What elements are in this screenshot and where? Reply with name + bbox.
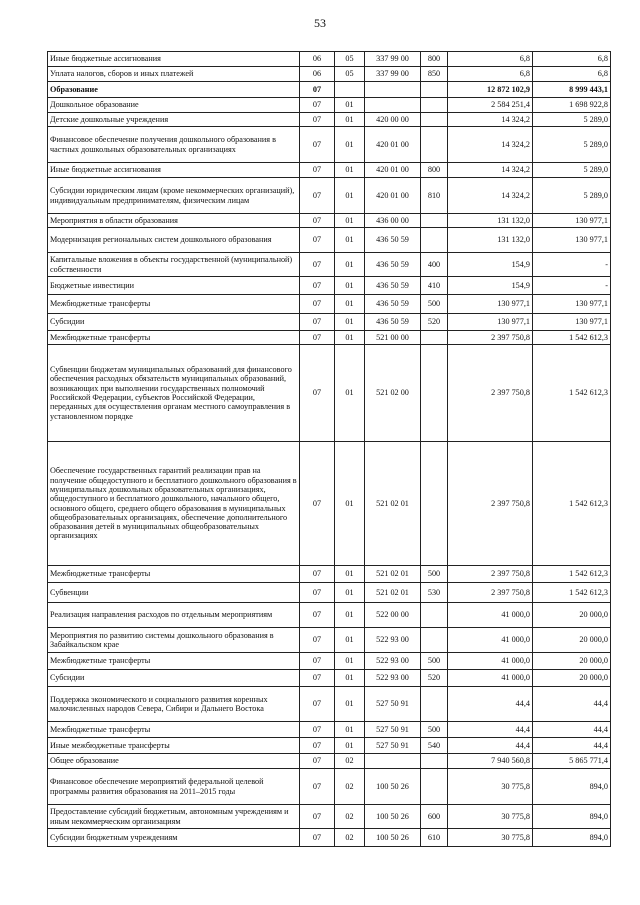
cell-section: 07 bbox=[300, 738, 335, 754]
cell-section: 07 bbox=[300, 214, 335, 228]
cell-amount-executed: 130 977,1 bbox=[533, 295, 611, 314]
cell-amount-planned: 7 940 560,8 bbox=[448, 754, 533, 769]
cell-name: Образование bbox=[48, 82, 300, 98]
cell-expense-type bbox=[421, 228, 448, 253]
cell-amount-planned: 41 000,0 bbox=[448, 628, 533, 653]
cell-name: Межбюджетные трансферты bbox=[48, 295, 300, 314]
cell-subsection: 01 bbox=[335, 583, 365, 603]
cell-target-article: 436 50 59 bbox=[365, 295, 421, 314]
cell-name: Субсидии юридическим лицам (кроме некоммерческих организаций), индивидуальным предпринимателям, физическим лицам bbox=[48, 178, 300, 214]
cell-name: Поддержка экономического и социального развития коренных малочисленных народов Севера, Сибири и Дальнего Востока bbox=[48, 687, 300, 722]
cell-name: Капитальные вложения в объекты государственной (муниципальной) собственности bbox=[48, 253, 300, 277]
table-row bbox=[48, 687, 611, 722]
table-row bbox=[48, 754, 611, 769]
cell-section: 07 bbox=[300, 295, 335, 314]
cell-target-article: 521 02 00 bbox=[365, 345, 421, 442]
cell-amount-planned: 2 397 750,8 bbox=[448, 566, 533, 583]
cell-expense-type bbox=[421, 98, 448, 113]
cell-target-article bbox=[365, 754, 421, 769]
cell-section: 07 bbox=[300, 228, 335, 253]
cell-amount-executed: 5 289,0 bbox=[533, 113, 611, 127]
cell-subsection: 01 bbox=[335, 163, 365, 178]
cell-expense-type bbox=[421, 687, 448, 722]
cell-target-article: 522 93 00 bbox=[365, 653, 421, 670]
cell-amount-executed: 44,4 bbox=[533, 738, 611, 754]
cell-target-article: 436 50 59 bbox=[365, 253, 421, 277]
cell-target-article bbox=[365, 98, 421, 113]
cell-amount-executed: 6,8 bbox=[533, 67, 611, 82]
cell-expense-type: 800 bbox=[421, 163, 448, 178]
cell-target-article: 420 01 00 bbox=[365, 178, 421, 214]
cell-amount-executed: 1 542 612,3 bbox=[533, 345, 611, 442]
cell-subsection: 01 bbox=[335, 98, 365, 113]
cell-subsection: 01 bbox=[335, 628, 365, 653]
table-row bbox=[48, 829, 611, 847]
cell-expense-type bbox=[421, 345, 448, 442]
cell-target-article: 420 01 00 bbox=[365, 127, 421, 163]
cell-expense-type bbox=[421, 442, 448, 566]
cell-target-article: 337 99 00 bbox=[365, 52, 421, 67]
cell-name: Межбюджетные трансферты bbox=[48, 653, 300, 670]
cell-name: Модернизация региональных систем дошкольного образования bbox=[48, 228, 300, 253]
cell-amount-executed: 1 542 612,3 bbox=[533, 566, 611, 583]
cell-subsection: 01 bbox=[335, 566, 365, 583]
cell-amount-planned: 2 397 750,8 bbox=[448, 331, 533, 345]
cell-target-article: 527 50 91 bbox=[365, 738, 421, 754]
cell-target-article: 337 99 00 bbox=[365, 67, 421, 82]
cell-name: Иные межбюджетные трансферты bbox=[48, 738, 300, 754]
cell-name: Межбюджетные трансферты bbox=[48, 331, 300, 345]
cell-name: Межбюджетные трансферты bbox=[48, 722, 300, 738]
table-row bbox=[48, 228, 611, 253]
cell-amount-planned: 131 132,0 bbox=[448, 214, 533, 228]
cell-target-article: 100 50 26 bbox=[365, 769, 421, 805]
cell-amount-planned: 44,4 bbox=[448, 738, 533, 754]
cell-expense-type bbox=[421, 769, 448, 805]
cell-expense-type: 500 bbox=[421, 295, 448, 314]
cell-target-article: 436 50 59 bbox=[365, 314, 421, 331]
cell-expense-type bbox=[421, 214, 448, 228]
cell-name: Предоставление субсидий бюджетным, автономным учреждениям и иным некоммерческим организациям bbox=[48, 805, 300, 829]
cell-amount-executed: 8 999 443,1 bbox=[533, 82, 611, 98]
cell-expense-type: 850 bbox=[421, 67, 448, 82]
cell-target-article: 521 02 01 bbox=[365, 583, 421, 603]
cell-subsection: 01 bbox=[335, 295, 365, 314]
cell-name: Субсидии bbox=[48, 670, 300, 687]
cell-subsection: 01 bbox=[335, 603, 365, 628]
table-row bbox=[48, 113, 611, 127]
cell-section: 07 bbox=[300, 253, 335, 277]
cell-section: 07 bbox=[300, 178, 335, 214]
cell-amount-executed: 1 542 612,3 bbox=[533, 583, 611, 603]
cell-amount-planned: 14 324,2 bbox=[448, 178, 533, 214]
cell-amount-executed: 130 977,1 bbox=[533, 228, 611, 253]
cell-amount-executed: 20 000,0 bbox=[533, 670, 611, 687]
cell-target-article: 420 00 00 bbox=[365, 113, 421, 127]
cell-target-article: 522 93 00 bbox=[365, 628, 421, 653]
cell-name: Мероприятия по развитию системы дошкольного образования в Забайкальском крае bbox=[48, 628, 300, 653]
cell-amount-executed: 5 289,0 bbox=[533, 127, 611, 163]
cell-section: 06 bbox=[300, 67, 335, 82]
table-row bbox=[48, 277, 611, 295]
cell-amount-executed: 20 000,0 bbox=[533, 628, 611, 653]
cell-amount-planned: 131 132,0 bbox=[448, 228, 533, 253]
cell-section: 07 bbox=[300, 163, 335, 178]
cell-amount-executed: 894,0 bbox=[533, 829, 611, 847]
cell-subsection: 01 bbox=[335, 178, 365, 214]
cell-section: 06 bbox=[300, 52, 335, 67]
page-number: 53 bbox=[314, 16, 326, 30]
cell-amount-executed: 5 289,0 bbox=[533, 178, 611, 214]
cell-subsection: 02 bbox=[335, 754, 365, 769]
cell-amount-executed: 44,4 bbox=[533, 722, 611, 738]
cell-target-article: 436 00 00 bbox=[365, 214, 421, 228]
table-row bbox=[48, 127, 611, 163]
table-row bbox=[48, 738, 611, 754]
cell-section: 07 bbox=[300, 113, 335, 127]
cell-subsection: 02 bbox=[335, 805, 365, 829]
cell-target-article: 436 50 59 bbox=[365, 277, 421, 295]
cell-amount-executed: 20 000,0 bbox=[533, 653, 611, 670]
cell-section: 07 bbox=[300, 687, 335, 722]
cell-subsection: 02 bbox=[335, 769, 365, 805]
cell-section: 07 bbox=[300, 127, 335, 163]
cell-target-article: 521 02 01 bbox=[365, 442, 421, 566]
table-row bbox=[48, 314, 611, 331]
cell-section: 07 bbox=[300, 277, 335, 295]
cell-amount-planned: 30 775,8 bbox=[448, 829, 533, 847]
cell-name: Субсидии бюджетным учреждениям bbox=[48, 829, 300, 847]
cell-section: 07 bbox=[300, 345, 335, 442]
cell-amount-planned: 2 397 750,8 bbox=[448, 442, 533, 566]
cell-expense-type: 520 bbox=[421, 314, 448, 331]
cell-target-article: 100 50 26 bbox=[365, 829, 421, 847]
cell-subsection: 02 bbox=[335, 829, 365, 847]
table-row bbox=[48, 442, 611, 566]
cell-subsection: 01 bbox=[335, 314, 365, 331]
table-row bbox=[48, 67, 611, 82]
table-row bbox=[48, 670, 611, 687]
cell-target-article: 521 00 00 bbox=[365, 331, 421, 345]
cell-name: Общее образование bbox=[48, 754, 300, 769]
cell-section: 07 bbox=[300, 314, 335, 331]
cell-subsection: 01 bbox=[335, 670, 365, 687]
cell-subsection: 01 bbox=[335, 442, 365, 566]
cell-section: 07 bbox=[300, 583, 335, 603]
table-row bbox=[48, 583, 611, 603]
cell-amount-executed: 130 977,1 bbox=[533, 314, 611, 331]
cell-amount-executed: 5 289,0 bbox=[533, 163, 611, 178]
cell-amount-executed: 5 865 771,4 bbox=[533, 754, 611, 769]
cell-target-article: 527 50 91 bbox=[365, 687, 421, 722]
cell-amount-executed: 6,8 bbox=[533, 52, 611, 67]
cell-section: 07 bbox=[300, 331, 335, 345]
cell-subsection bbox=[335, 82, 365, 98]
budget-table bbox=[47, 51, 611, 847]
table-row bbox=[48, 345, 611, 442]
cell-expense-type: 400 bbox=[421, 253, 448, 277]
cell-expense-type: 600 bbox=[421, 805, 448, 829]
cell-subsection: 01 bbox=[335, 228, 365, 253]
cell-name: Бюджетные инвестиции bbox=[48, 277, 300, 295]
cell-name: Детские дошкольные учреждения bbox=[48, 113, 300, 127]
cell-amount-planned: 2 397 750,8 bbox=[448, 583, 533, 603]
cell-section: 07 bbox=[300, 754, 335, 769]
cell-subsection: 01 bbox=[335, 738, 365, 754]
table-row bbox=[48, 603, 611, 628]
cell-section: 07 bbox=[300, 722, 335, 738]
cell-amount-executed: 1 698 922,8 bbox=[533, 98, 611, 113]
cell-amount-planned: 14 324,2 bbox=[448, 113, 533, 127]
cell-name: Межбюджетные трансферты bbox=[48, 566, 300, 583]
cell-expense-type: 610 bbox=[421, 829, 448, 847]
cell-amount-executed: 1 542 612,3 bbox=[533, 331, 611, 345]
cell-name: Иные бюджетные ассигнования bbox=[48, 163, 300, 178]
table-row bbox=[48, 566, 611, 583]
cell-target-article: 436 50 59 bbox=[365, 228, 421, 253]
cell-section: 07 bbox=[300, 98, 335, 113]
cell-expense-type: 500 bbox=[421, 722, 448, 738]
cell-amount-planned: 41 000,0 bbox=[448, 603, 533, 628]
cell-target-article: 420 01 00 bbox=[365, 163, 421, 178]
cell-name: Субвенции bbox=[48, 583, 300, 603]
table-row bbox=[48, 178, 611, 214]
table-row bbox=[48, 52, 611, 67]
cell-amount-planned: 14 324,2 bbox=[448, 127, 533, 163]
cell-name: Реализация направления расходов по отдельным мероприятиям bbox=[48, 603, 300, 628]
cell-amount-planned: 154,9 bbox=[448, 277, 533, 295]
cell-name: Субсидии bbox=[48, 314, 300, 331]
cell-expense-type: 540 bbox=[421, 738, 448, 754]
cell-amount-executed: 130 977,1 bbox=[533, 214, 611, 228]
table-row bbox=[48, 82, 611, 98]
cell-expense-type: 530 bbox=[421, 583, 448, 603]
cell-subsection: 05 bbox=[335, 67, 365, 82]
cell-expense-type bbox=[421, 82, 448, 98]
cell-amount-executed: 1 542 612,3 bbox=[533, 442, 611, 566]
cell-amount-planned: 2 397 750,8 bbox=[448, 345, 533, 442]
cell-amount-planned: 44,4 bbox=[448, 687, 533, 722]
cell-section: 07 bbox=[300, 82, 335, 98]
cell-subsection: 01 bbox=[335, 345, 365, 442]
cell-expense-type bbox=[421, 331, 448, 345]
cell-subsection: 01 bbox=[335, 722, 365, 738]
cell-name: Финансовое обеспечение получения дошкольного образования в частных дошкольных образовательных организациях bbox=[48, 127, 300, 163]
cell-expense-type: 800 bbox=[421, 52, 448, 67]
table-row bbox=[48, 98, 611, 113]
cell-amount-planned: 6,8 bbox=[448, 67, 533, 82]
cell-subsection: 01 bbox=[335, 113, 365, 127]
cell-amount-executed: - bbox=[533, 253, 611, 277]
cell-subsection: 01 bbox=[335, 653, 365, 670]
cell-amount-planned: 41 000,0 bbox=[448, 653, 533, 670]
cell-name: Дошкольное образование bbox=[48, 98, 300, 113]
cell-section: 07 bbox=[300, 603, 335, 628]
cell-amount-planned: 130 977,1 bbox=[448, 295, 533, 314]
cell-amount-planned: 30 775,8 bbox=[448, 769, 533, 805]
cell-subsection: 01 bbox=[335, 214, 365, 228]
table-row bbox=[48, 628, 611, 653]
cell-section: 07 bbox=[300, 442, 335, 566]
cell-expense-type: 520 bbox=[421, 670, 448, 687]
cell-subsection: 01 bbox=[335, 253, 365, 277]
cell-amount-executed: 20 000,0 bbox=[533, 603, 611, 628]
table-row bbox=[48, 253, 611, 277]
cell-target-article: 100 50 26 bbox=[365, 805, 421, 829]
cell-section: 07 bbox=[300, 653, 335, 670]
cell-expense-type: 500 bbox=[421, 653, 448, 670]
cell-name: Мероприятия в области образования bbox=[48, 214, 300, 228]
cell-subsection: 01 bbox=[335, 277, 365, 295]
table-row bbox=[48, 805, 611, 829]
cell-target-article: 527 50 91 bbox=[365, 722, 421, 738]
cell-name: Субвенции бюджетам муниципальных образований для финансового обеспечения расходных обязательств муниципальных образований, возникающих при выполнении государственных полномочий Российской Федерации, субъектов Российской Федерации, переданных для осуществления органам местного самоуправления в установленном порядке bbox=[48, 345, 300, 442]
cell-expense-type bbox=[421, 113, 448, 127]
cell-expense-type bbox=[421, 754, 448, 769]
table-row bbox=[48, 214, 611, 228]
cell-expense-type bbox=[421, 628, 448, 653]
table-row bbox=[48, 653, 611, 670]
cell-section: 07 bbox=[300, 829, 335, 847]
cell-section: 07 bbox=[300, 805, 335, 829]
table-row bbox=[48, 295, 611, 314]
cell-section: 07 bbox=[300, 566, 335, 583]
cell-subsection: 01 bbox=[335, 331, 365, 345]
cell-subsection: 05 bbox=[335, 52, 365, 67]
cell-amount-planned: 41 000,0 bbox=[448, 670, 533, 687]
cell-amount-planned: 154,9 bbox=[448, 253, 533, 277]
cell-amount-planned: 2 584 251,4 bbox=[448, 98, 533, 113]
table-row bbox=[48, 331, 611, 345]
cell-subsection: 01 bbox=[335, 687, 365, 722]
cell-name: Финансовое обеспечение мероприятий федеральной целевой программы развития образования на 2011–2015 годы bbox=[48, 769, 300, 805]
cell-amount-planned: 14 324,2 bbox=[448, 163, 533, 178]
cell-expense-type: 410 bbox=[421, 277, 448, 295]
table-row bbox=[48, 769, 611, 805]
cell-expense-type bbox=[421, 127, 448, 163]
cell-amount-planned: 6,8 bbox=[448, 52, 533, 67]
cell-section: 07 bbox=[300, 628, 335, 653]
cell-amount-executed: 894,0 bbox=[533, 805, 611, 829]
cell-expense-type: 500 bbox=[421, 566, 448, 583]
table-row bbox=[48, 163, 611, 178]
cell-subsection: 01 bbox=[335, 127, 365, 163]
cell-amount-planned: 44,4 bbox=[448, 722, 533, 738]
cell-expense-type: 810 bbox=[421, 178, 448, 214]
cell-target-article: 522 93 00 bbox=[365, 670, 421, 687]
cell-amount-executed: 894,0 bbox=[533, 769, 611, 805]
table-row bbox=[48, 722, 611, 738]
cell-target-article: 522 00 00 bbox=[365, 603, 421, 628]
cell-amount-executed: - bbox=[533, 277, 611, 295]
cell-target-article: 521 02 01 bbox=[365, 566, 421, 583]
cell-amount-planned: 30 775,8 bbox=[448, 805, 533, 829]
cell-expense-type bbox=[421, 603, 448, 628]
cell-section: 07 bbox=[300, 769, 335, 805]
cell-target-article bbox=[365, 82, 421, 98]
cell-name: Обеспечение государственных гарантий реализации прав на получение общедоступного и бесплатного дошкольного образования в муниципальных дошкольных образовательных организациях, общедоступного и бесплатного дошкольного, начального общего, основного общего, среднего общего образования в муниципальных общеобразовательных организациях, обеспечение дополнительного образования детей в муниципальных общеобразовательных организациях bbox=[48, 442, 300, 566]
cell-amount-planned: 130 977,1 bbox=[448, 314, 533, 331]
cell-section: 07 bbox=[300, 670, 335, 687]
cell-amount-planned: 12 872 102,9 bbox=[448, 82, 533, 98]
cell-amount-executed: 44,4 bbox=[533, 687, 611, 722]
cell-name: Иные бюджетные ассигнования bbox=[48, 52, 300, 67]
cell-name: Уплата налогов, сборов и иных платежей bbox=[48, 67, 300, 82]
